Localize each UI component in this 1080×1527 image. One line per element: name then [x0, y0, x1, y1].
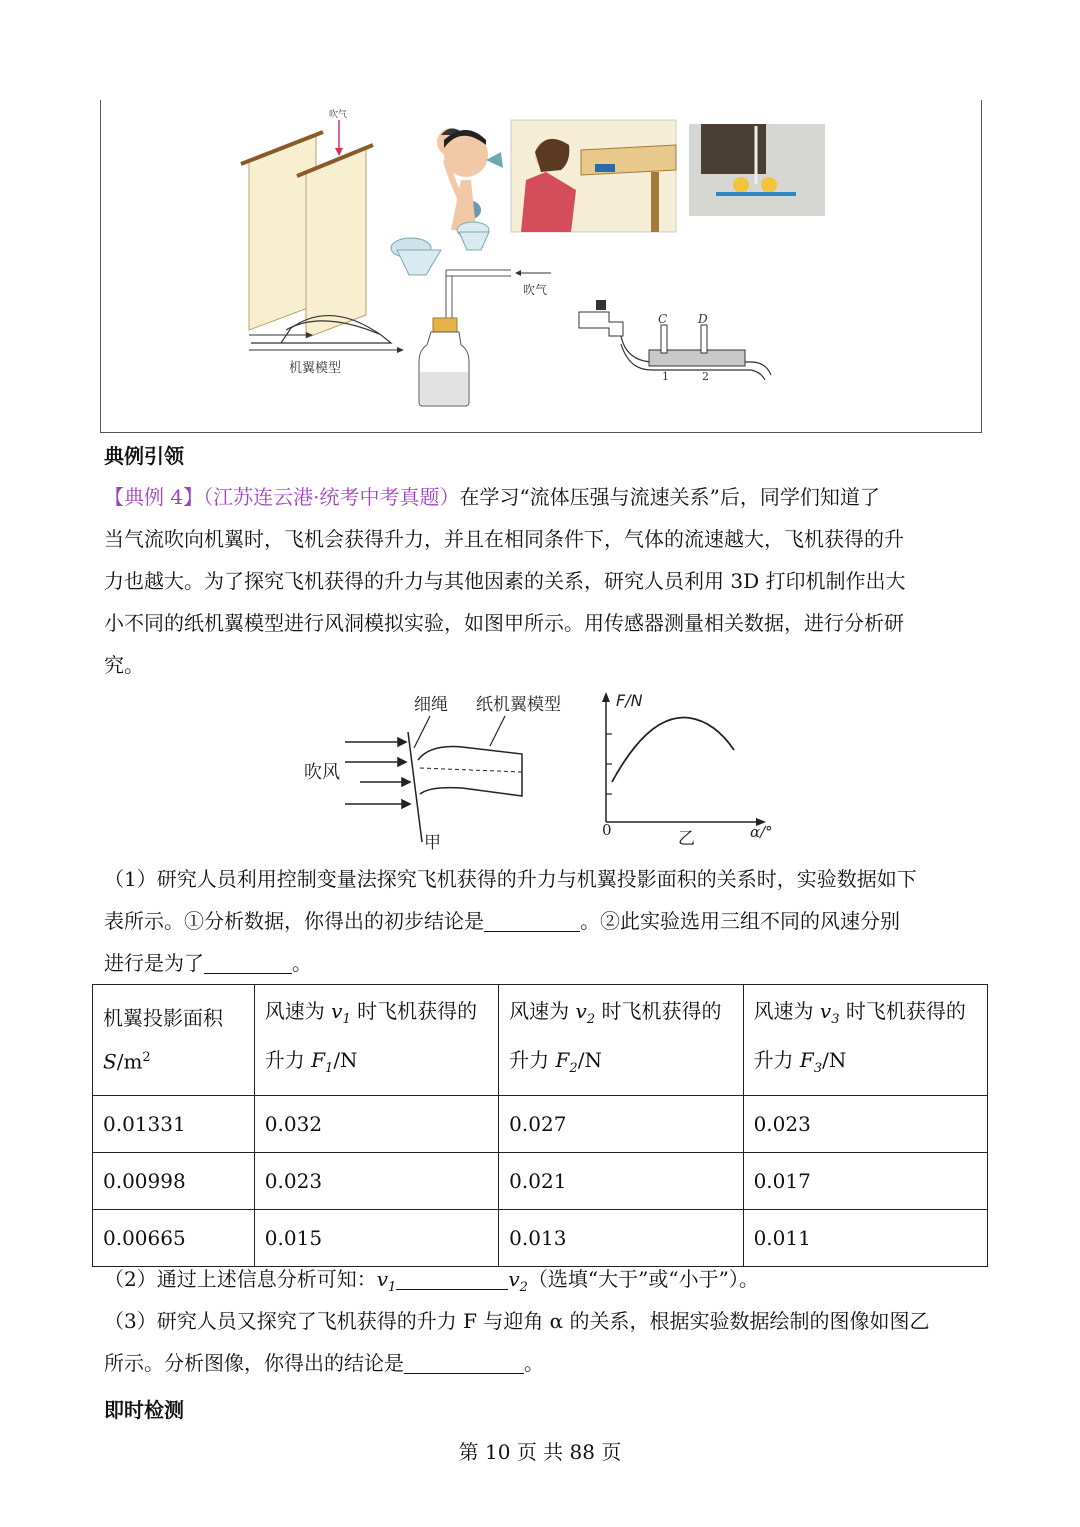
fig-a-label: 甲	[424, 833, 441, 852]
blow-wind-label: 吹风	[304, 762, 340, 783]
example-line-5: 究。	[104, 653, 144, 677]
table-cell: 0.015	[254, 1210, 498, 1267]
bottle-diagram	[419, 270, 551, 406]
table-row	[93, 1096, 988, 1153]
tube-label-d: D	[698, 312, 708, 326]
tube-num-2: 2	[702, 370, 709, 383]
wing-model-label: 机翼模型	[289, 361, 342, 376]
example-line-1: 【典例 4】（江苏连云港·统考中考真题）在学习“流体压强与流速关系”后，同学们知道了	[104, 485, 880, 509]
section-heading-examples: 典例引领	[104, 444, 184, 468]
blowing-person-illustration	[444, 130, 503, 250]
q3-line-2: 所示。分析图像，你得出的结论是 。	[104, 1351, 544, 1375]
question-3	[104, 1300, 980, 1384]
table-cell: 0.027	[499, 1096, 743, 1153]
fig-b-label: 乙	[678, 829, 695, 849]
blow-label-2: 吹气	[523, 283, 548, 297]
blow-label-1: 吹气	[329, 110, 348, 120]
q1-blank-1[interactable]	[484, 909, 580, 932]
paper-wing-label: 纸机翼模型	[476, 695, 561, 715]
example-line-4: 小不同的纸机翼模型进行风洞模拟实验，如图甲所示。用传感器测量相关数据，进行分析研	[104, 611, 904, 635]
experiment-figure-box	[100, 100, 982, 433]
q2-blank[interactable]	[396, 1267, 508, 1290]
table-cell: 0.00998	[93, 1153, 255, 1210]
table-cell: 0.013	[499, 1210, 743, 1267]
figure-a-wind-tunnel	[304, 695, 561, 852]
q1-blank-2[interactable]	[204, 951, 292, 974]
q3-line-1: （3）研究人员又探究了飞机获得的升力 F 与迎角 α 的关系，根据实验数据绘制的图像如图乙	[104, 1309, 930, 1333]
x-axis-label: α/°	[750, 823, 773, 841]
lift-data-table	[92, 984, 988, 1267]
example-paragraph	[104, 476, 980, 686]
table-cell: 0.023	[743, 1096, 987, 1153]
y-axis-label: F/N	[616, 691, 643, 710]
q1-line-1: （1）研究人员利用控制变量法探究飞机获得的升力与机翼投影面积的关系时，实验数据如下	[104, 867, 917, 891]
question-2: （2）通过上述信息分析可知：$v_1$ $v_2$（选填“大于”或“小于”）。	[104, 1267, 759, 1295]
figure-b-force-angle-graph	[602, 691, 773, 849]
table-header-row	[93, 985, 988, 1096]
table-row	[93, 1153, 988, 1210]
header-cell-area: 机翼投影面积 $S/m^2$	[93, 985, 255, 1096]
girl-at-table-illustration	[511, 120, 676, 232]
table-cell: 0.01331	[93, 1096, 255, 1153]
example-line-3: 力也越大。为了探究飞机获得的升力与其他因素的关系，研究人员利用 3D 打印机制作出大	[104, 569, 906, 593]
table-cell: 0.023	[254, 1153, 498, 1210]
table-cell: 0.00665	[93, 1210, 255, 1267]
header-cell-f2: 风速为 $v_2$ 时飞机获得的 升力 $F_2/N$	[499, 985, 743, 1096]
question-1	[104, 858, 980, 984]
header-cell-f3: 风速为 $v_3$ 时飞机获得的 升力 $F_3/N$	[743, 985, 987, 1096]
rope-label: 细绳	[414, 695, 448, 715]
table-cell: 0.011	[743, 1210, 987, 1267]
header-cell-f1: 风速为 $v_1$ 时飞机获得的 升力 $F_1/N$	[254, 985, 498, 1096]
page-footer: 第 10 页 共 88 页	[458, 1440, 622, 1464]
section-heading-check: 即时检测	[104, 1398, 184, 1422]
example-tag: 【典例 4】（江苏连云港·统考中考真题）	[104, 485, 460, 509]
q3-blank[interactable]	[404, 1351, 524, 1374]
q1-line-2: 表所示。①分析数据，你得出的初步结论是 。②此实验选用三组不同的风速分别	[104, 909, 900, 933]
table-cell: 0.017	[743, 1153, 987, 1210]
faucet-tube-diagram	[579, 300, 771, 383]
paper-sheets-illustration	[241, 108, 373, 338]
tube-label-c: C	[658, 312, 668, 326]
tube-num-1: 1	[662, 370, 669, 383]
example-line-2: 当气流吹向机翼时，飞机会获得升力，并且在相同条件下，气体的流速越大，飞机获得的升	[104, 527, 904, 551]
table-cell: 0.021	[499, 1153, 743, 1210]
experiment-illustrations	[101, 100, 981, 432]
origin-label: 0	[602, 821, 612, 839]
table-cell: 0.032	[254, 1096, 498, 1153]
wind-tunnel-figure	[290, 682, 790, 852]
q1-line-3: 进行是为了 。	[104, 951, 312, 975]
balls-photo-illustration	[689, 124, 825, 216]
